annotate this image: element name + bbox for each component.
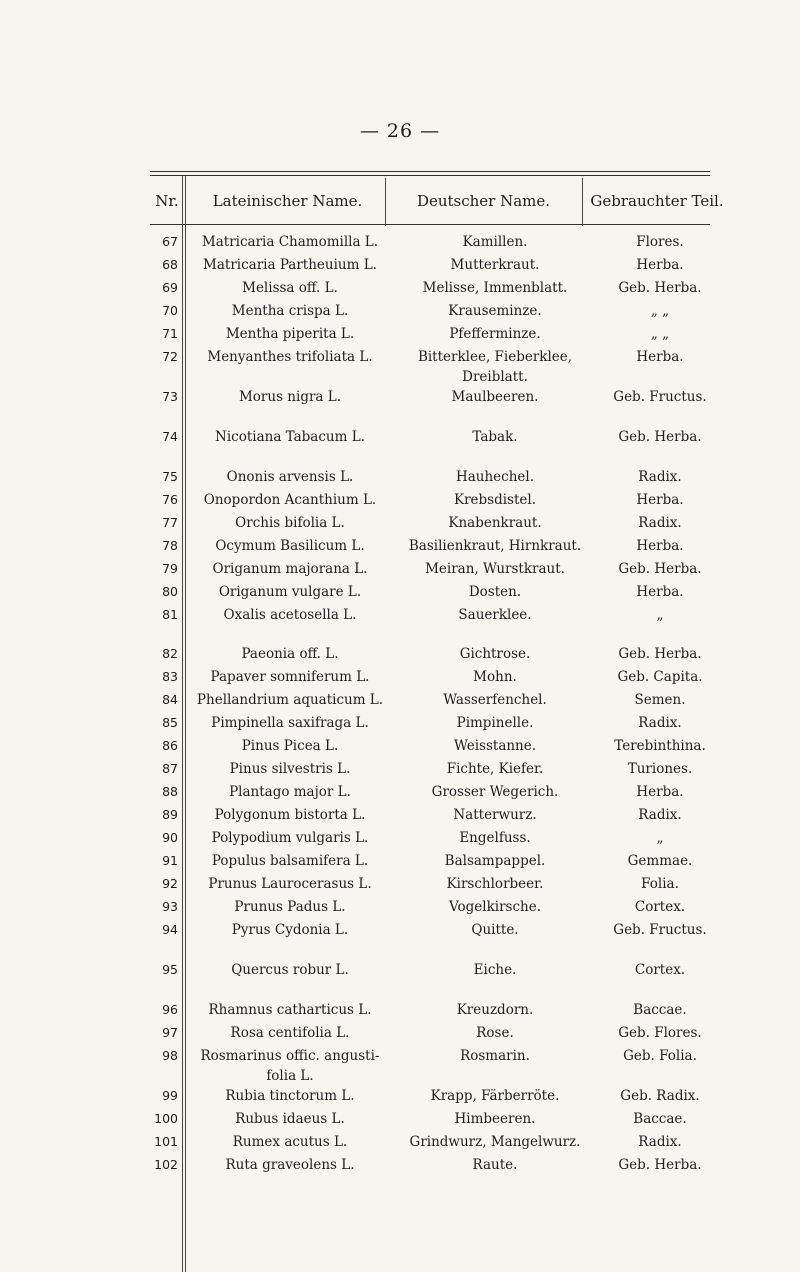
german-name: Natterwurz. [453, 807, 537, 823]
german-name: Rose. [476, 1025, 514, 1041]
used-part: Herba. [636, 784, 684, 800]
used-part: Geb. Capita. [617, 669, 703, 685]
row-number: 70 [162, 303, 178, 318]
row-number: 96 [162, 1002, 178, 1017]
latin-name: Origanum vulgare L. [218, 584, 362, 600]
used-part: Herba. [636, 538, 684, 554]
row-number: 81 [162, 607, 178, 622]
latin-name: Mentha piperita L. [225, 326, 355, 342]
german-name: Raute. [472, 1157, 518, 1173]
latin-name: Phellandrium aquaticum L. [196, 692, 384, 708]
german-name: Hauhechel. [455, 469, 535, 485]
row-number: 88 [162, 784, 178, 799]
latin-name: Ononis arvensis L. [226, 469, 354, 485]
latin-name: Morus nigra L. [238, 389, 342, 405]
row-number: 89 [162, 807, 178, 822]
latin-name: Rhamnus catharticus L. [208, 1002, 372, 1018]
latin-name: Paeonia off. L. [241, 646, 339, 662]
latin-name: Matricaria Chamomilla L. [201, 234, 379, 250]
used-part: Radix. [638, 515, 682, 531]
row-number: 79 [162, 561, 178, 576]
row-number: 97 [162, 1025, 178, 1040]
used-part: Geb. Herba. [618, 280, 702, 296]
latin-name: Mentha crispa L. [231, 303, 349, 319]
used-part: Terebinthina. [614, 738, 706, 754]
latin-name: Rumex acutus L. [232, 1134, 348, 1150]
row-number: 92 [162, 876, 178, 891]
latin-name: Origanum majorana L. [212, 561, 368, 577]
row-number: 85 [162, 715, 178, 730]
latin-name-continued: folia L. [266, 1068, 314, 1084]
german-name: Knabenkraut. [448, 515, 542, 531]
column-divider-nr [182, 176, 183, 1272]
used-part: „ „ [650, 303, 670, 319]
german-name: Weisstanne. [453, 738, 537, 754]
row-number: 83 [162, 669, 178, 684]
row-number: 69 [162, 280, 178, 295]
used-part: „ [656, 830, 664, 846]
german-name: Dosten. [468, 584, 522, 600]
german-name: Sauerklee. [458, 607, 532, 623]
used-part: Geb. Folia. [623, 1048, 697, 1064]
used-part: Folia. [641, 876, 679, 892]
used-part: Herba. [636, 584, 684, 600]
german-name: Grindwurz, Mangelwurz. [409, 1134, 581, 1150]
german-name: Pimpinelle. [456, 715, 534, 731]
german-name: Wasserfenchel. [443, 692, 547, 708]
latin-name: Prunus Laurocerasus L. [208, 876, 372, 892]
row-number: 73 [162, 389, 178, 404]
header-german-name: Deutscher Name. [416, 192, 551, 210]
row-number: 74 [162, 429, 178, 444]
german-name: Melisse, Immenblatt. [422, 280, 568, 296]
used-part: Radix. [638, 715, 682, 731]
latin-name: Polypodium vulgaris L. [211, 830, 369, 846]
used-part: Cortex. [634, 899, 686, 915]
latin-name: Pinus silvestris L. [229, 761, 351, 777]
german-name: Krebsdistel. [453, 492, 536, 508]
used-part: Geb. Herba. [618, 1157, 702, 1173]
used-part: Herba. [636, 257, 684, 273]
used-part: Gemmae. [627, 853, 693, 869]
row-number: 94 [162, 922, 178, 937]
latin-name: Nicotiana Tabacum L. [215, 429, 365, 445]
used-part: Baccae. [633, 1002, 687, 1018]
german-name: Quitte. [471, 922, 519, 938]
row-number: 67 [162, 234, 178, 249]
german-name: Mohn. [473, 669, 517, 685]
latin-name: Pyrus Cydonia L. [231, 922, 349, 938]
german-name: Pfefferminze. [449, 326, 541, 342]
german-name: Bitterklee, Fieberklee, [417, 349, 573, 365]
german-name: Fichte, Kiefer. [446, 761, 544, 777]
row-number: 82 [162, 646, 178, 661]
latin-name: Orchis bifolia L. [235, 515, 345, 531]
german-name: Himbeeren. [454, 1111, 536, 1127]
german-name: Krapp, Färberröte. [430, 1088, 560, 1104]
header-latin-name: Lateinischer Name. [212, 192, 363, 210]
row-number: 77 [162, 515, 178, 530]
latin-name: Pinus Picea L. [241, 738, 339, 754]
row-number: 87 [162, 761, 178, 776]
top-rule-thin [150, 175, 710, 176]
german-name: Kamillen. [462, 234, 528, 250]
used-part: Cortex. [634, 962, 686, 978]
row-number: 75 [162, 469, 178, 484]
used-part: Geb. Radix. [620, 1088, 700, 1104]
used-part: Geb. Herba. [618, 561, 702, 577]
row-number: 91 [162, 853, 178, 868]
row-number: 78 [162, 538, 178, 553]
used-part: „ „ [650, 326, 670, 342]
latin-name: Menyanthes trifoliata L. [207, 349, 373, 365]
german-name: Tabak. [472, 429, 518, 445]
latin-name: Matricaria Partheuium L. [203, 257, 377, 273]
row-number: 86 [162, 738, 178, 753]
latin-name: Pimpinella saxifraga L. [211, 715, 369, 731]
header-rule [150, 224, 710, 225]
german-name: Rosmarin. [460, 1048, 530, 1064]
latin-name: Plantago major L. [229, 784, 351, 800]
german-name: Maulbeeren. [451, 389, 539, 405]
german-name: Vogelkirsche. [448, 899, 541, 915]
column-divider-nr-double [185, 176, 186, 1272]
german-name: Eiche. [473, 962, 517, 978]
row-number: 71 [162, 326, 178, 341]
latin-name: Rubus idaeus L. [235, 1111, 345, 1127]
header-nr: Nr. [155, 192, 179, 210]
german-name: Kirschlorbeer. [446, 876, 544, 892]
used-part: Radix. [638, 1134, 682, 1150]
latin-name: Papaver somniferum L. [210, 669, 370, 685]
row-number: 102 [154, 1157, 178, 1172]
latin-name: Onopordon Acanthium L. [203, 492, 377, 508]
used-part: „ [656, 607, 664, 623]
used-part: Geb. Flores. [618, 1025, 702, 1041]
german-name: Mutterkraut. [450, 257, 540, 273]
latin-name: Melissa off. L. [242, 280, 338, 296]
german-name: Engelfuss. [459, 830, 531, 846]
german-name: Meiran, Wurstkraut. [425, 561, 565, 577]
latin-name: Quercus robur L. [231, 962, 349, 978]
header-used-part: Gebrauchter Teil. [590, 192, 724, 210]
german-name: Krauseminze. [448, 303, 542, 319]
used-part: Turiones. [627, 761, 693, 777]
row-number: 101 [154, 1134, 178, 1149]
latin-name: Polygonum bistorta L. [214, 807, 366, 823]
latin-name: Rosa centifolia L. [230, 1025, 350, 1041]
latin-name: Rosmarinus offic. angusti- [200, 1048, 380, 1064]
page-number: — 26 — [359, 120, 441, 142]
german-name: Balsampappel. [444, 853, 546, 869]
used-part: Geb. Herba. [618, 429, 702, 445]
row-number: 93 [162, 899, 178, 914]
row-number: 84 [162, 692, 178, 707]
used-part: Baccae. [633, 1111, 687, 1127]
row-number: 95 [162, 962, 178, 977]
used-part: Geb. Herba. [618, 646, 702, 662]
german-name: Basilienkraut, Hirnkraut. [408, 538, 582, 554]
german-name-continued: Dreiblatt. [462, 369, 528, 385]
row-number: 99 [162, 1088, 178, 1103]
row-number: 100 [154, 1111, 178, 1126]
used-part: Flores. [636, 234, 684, 250]
latin-name: Prunus Padus L. [234, 899, 346, 915]
used-part: Radix. [638, 807, 682, 823]
latin-name: Ruta graveolens L. [225, 1157, 355, 1173]
german-name: Grosser Wegerich. [431, 784, 559, 800]
german-name: Kreuzdorn. [456, 1002, 534, 1018]
row-number: 98 [162, 1048, 178, 1063]
german-name: Gichtrose. [459, 646, 531, 662]
row-number: 72 [162, 349, 178, 364]
used-part: Herba. [636, 349, 684, 365]
used-part: Semen. [634, 692, 686, 708]
row-number: 76 [162, 492, 178, 507]
used-part: Radix. [638, 469, 682, 485]
latin-name: Rubia tinctorum L. [225, 1088, 355, 1104]
latin-name: Populus balsamifera L. [211, 853, 369, 869]
used-part: Geb. Fructus. [613, 389, 707, 405]
top-rule [150, 171, 710, 172]
row-number: 68 [162, 257, 178, 272]
latin-name: Oxalis acetosella L. [223, 607, 357, 623]
used-part: Geb. Fructus. [613, 922, 707, 938]
row-number: 80 [162, 584, 178, 599]
row-number: 90 [162, 830, 178, 845]
latin-name: Ocymum Basilicum L. [215, 538, 365, 554]
used-part: Herba. [636, 492, 684, 508]
